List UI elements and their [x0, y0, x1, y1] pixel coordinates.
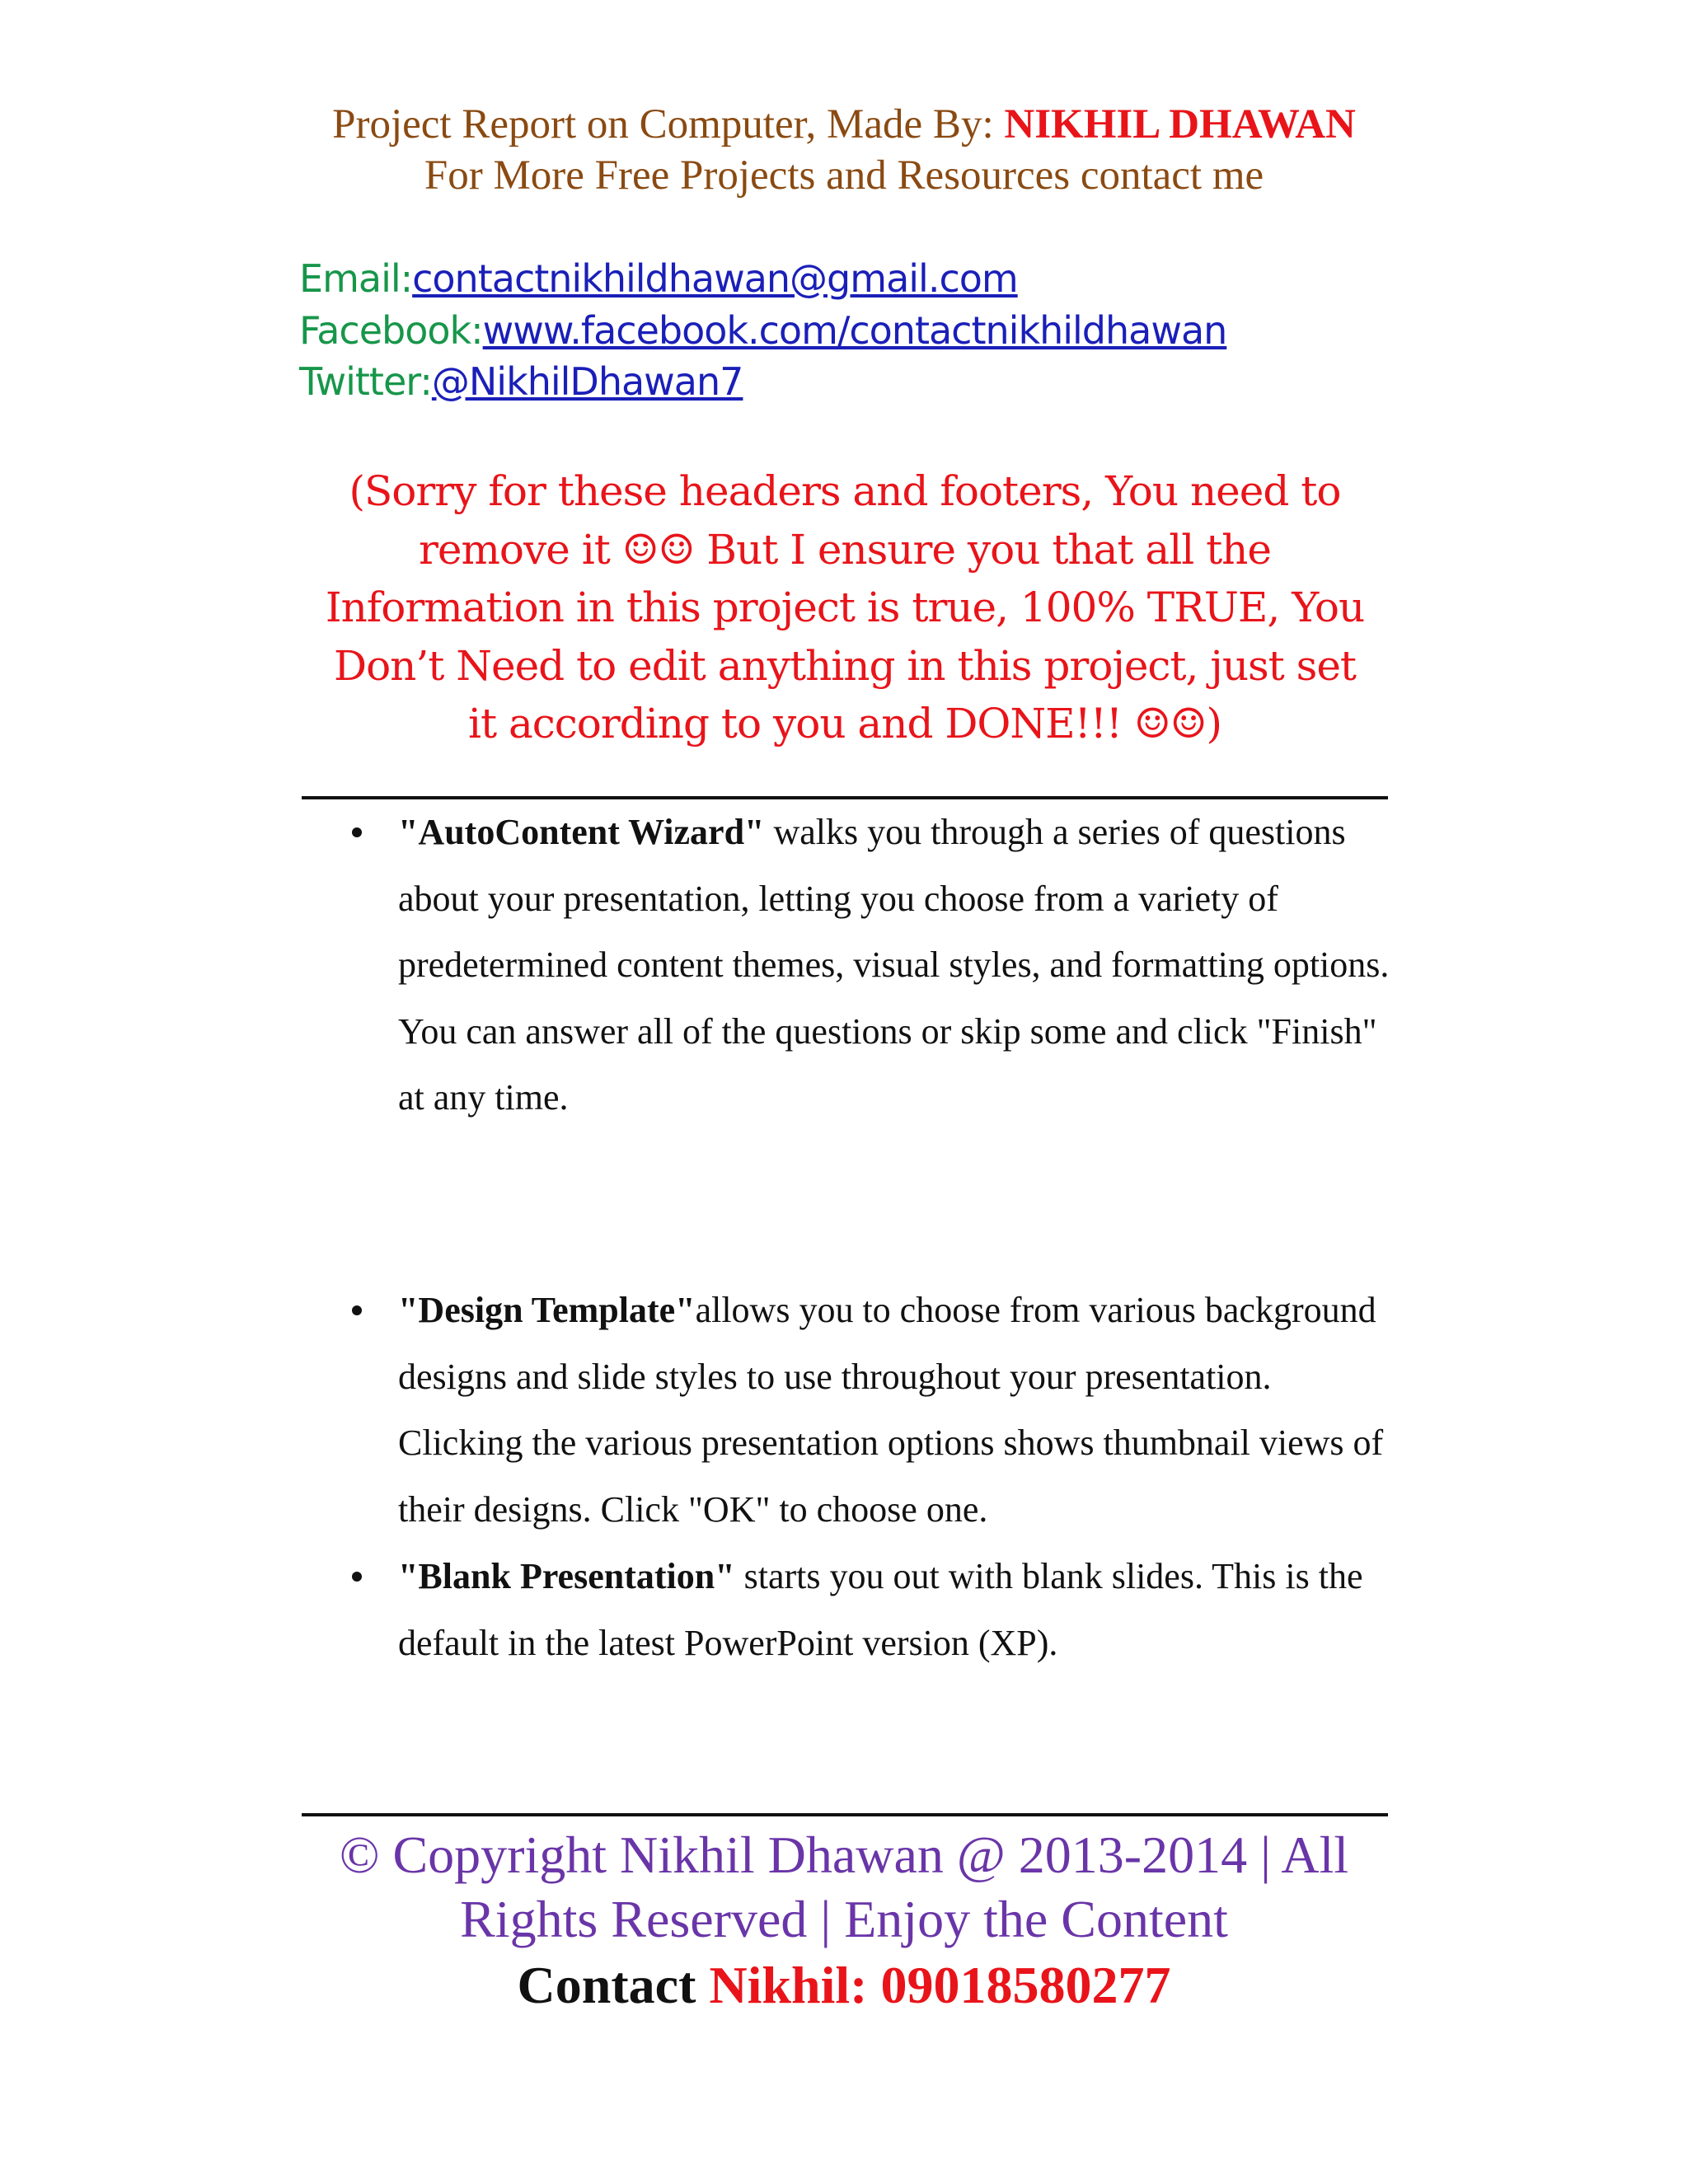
notice-line: Information in this project is true, 100% TRUE, You	[325, 583, 1365, 631]
bullet-dot-icon	[352, 827, 362, 837]
contact-facebook-link[interactable]: www.facebook.com/contactnikhildhawan	[482, 308, 1227, 353]
bullet-item-design-template	[398, 1277, 1395, 1543]
bullet-dot-icon	[352, 1305, 362, 1315]
footer-contact-prefix: Contact	[517, 1956, 710, 2014]
footer-contact-phone: Nikhil: 09018580277	[709, 1956, 1171, 2014]
contact-twitter-link[interactable]: @NikhilDhawan7	[431, 359, 743, 404]
bullet-text: starts you out with blank slides. This is the default in the latest PowerPoint version (XP).	[398, 1556, 1363, 1663]
bullet-item-blank-presentation	[398, 1544, 1395, 1676]
bullet-text: allows you to choose from various background designs and slide styles to use throughout your presentation. Clicking the various presentation options shows thumbnail views of their designs. Click "OK" to choose one.	[398, 1290, 1384, 1530]
copyright-line: © Copyright Nikhil Dhawan @ 2013-2014 | All	[339, 1825, 1349, 1884]
contact-email-link[interactable]: contactnikhildhawan@gmail.com	[412, 256, 1018, 301]
footer-copyright	[0, 1823, 1688, 1952]
contact-facebook	[299, 305, 1226, 356]
notice-line: remove it ☺☺ But I ensure you that all the	[419, 525, 1271, 574]
bullet-term: "AutoContent Wizard"	[398, 812, 765, 852]
bullet-text: walks you through a series of questions about your presentation, letting you choose from a variety of predetermined content themes, visual styles, and formatting options. You can answer all of the questions or skip some and click "Finish" at any time.	[398, 812, 1390, 1118]
header-title-prefix: Project Report on Computer, Made By:	[332, 101, 1005, 148]
bullet-term: "Design Template"	[398, 1290, 696, 1330]
notice-line: (Sorry for these headers and footers, You need to	[349, 467, 1341, 515]
bullet-dot-icon	[352, 1572, 362, 1582]
contact-email	[299, 253, 1018, 304]
bullet-item-autocontent-wizard	[398, 799, 1395, 1132]
contact-twitter	[299, 356, 743, 407]
contact-facebook-label: Facebook:	[299, 308, 483, 353]
contact-twitter-label: Twitter:	[299, 359, 432, 404]
header-subtitle: For More Free Projects and Resources contact me	[424, 152, 1264, 199]
contact-email-label: Email:	[299, 256, 413, 301]
notice-line: it according to you and DONE!!! ☺☺)	[468, 700, 1221, 748]
header-title	[0, 99, 1688, 150]
copyright-line: Rights Reserved | Enjoy the Content	[460, 1890, 1228, 1948]
footer-divider	[302, 1813, 1388, 1816]
bullet-term: "Blank Presentation"	[398, 1556, 735, 1596]
notice-line: Don’t Need to edit anything in this project, just set	[333, 641, 1357, 690]
author-name: NIKHIL DHAWAN	[1004, 101, 1356, 148]
notice-block	[280, 462, 1409, 753]
footer-contact	[0, 1953, 1688, 2018]
